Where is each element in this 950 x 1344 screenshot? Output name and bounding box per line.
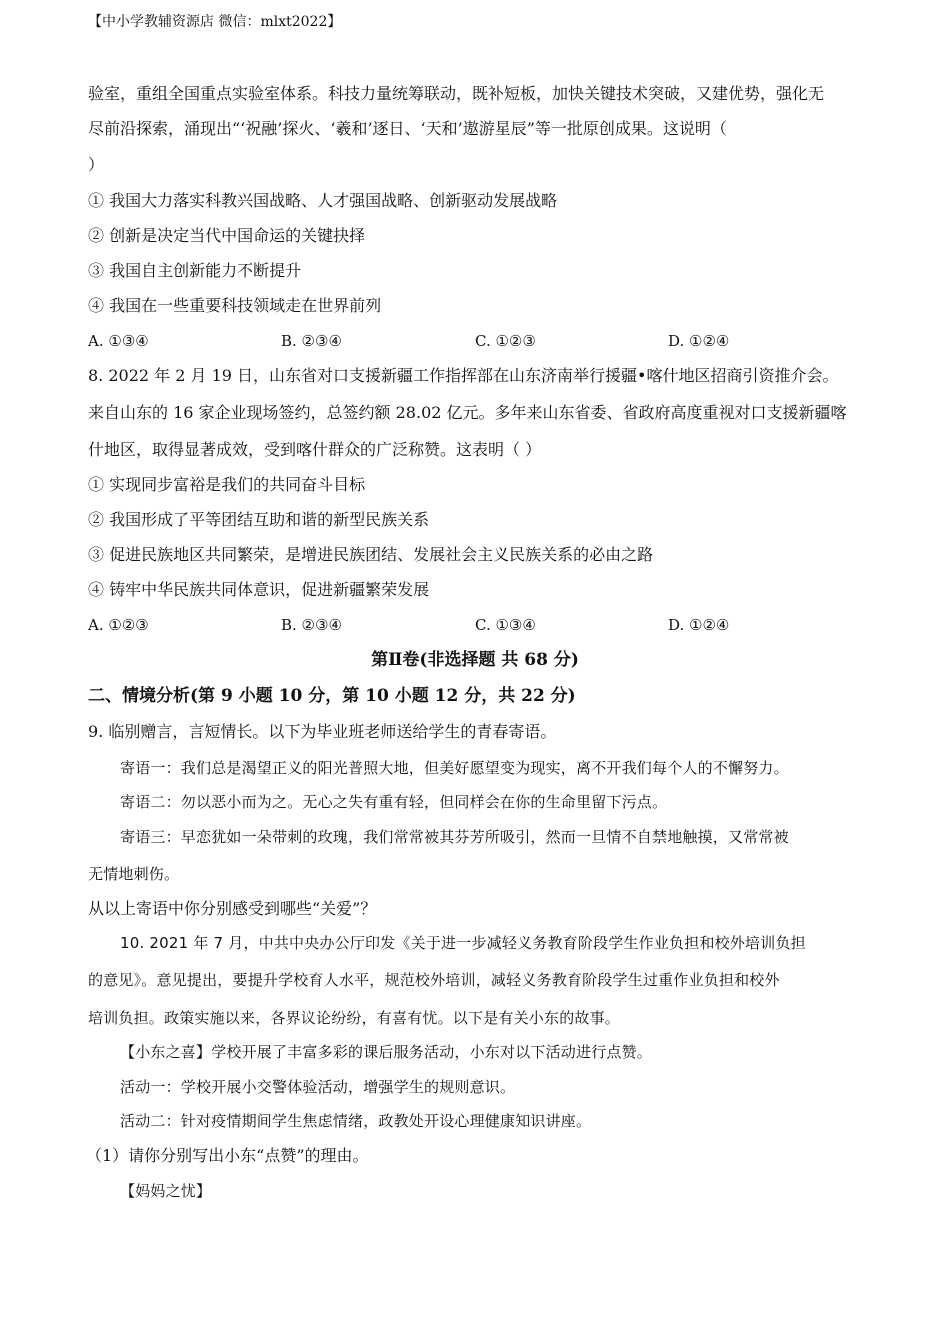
q7-item-3: ③ 我国自主创新能力不断提升 (88, 261, 302, 280)
q8-option-d[interactable]: D. ①②④ (668, 616, 730, 634)
q7-option-a[interactable]: A. ①③④ (88, 332, 149, 350)
q8-stem-line-3: 什地区，取得显著成效，受到喀什群众的广泛称赞。这表明（ ） (88, 440, 542, 459)
q9-question: 从以上寄语中你分别感受到哪些“关爱”？ (88, 899, 377, 918)
q7-option-d[interactable]: D. ①②④ (668, 332, 730, 350)
q10-stem-line-1: 10. 2021 年 7 月，中共中央办公厅印发《关于进一步减轻义务教育阶段学生作业负担和校外培训负担 (120, 934, 806, 952)
q8-item-2: ② 我国形成了平等团结互助和谐的新型民族关系 (88, 510, 430, 529)
q10-sub-question-1: （1）请你分别写出小东“点赞”的理由。 (86, 1146, 369, 1165)
q10-stem-line-2: 的意见》。意见提出，要提升学校育人水平，规范校外培训，减轻义务教育阶段学生过重作业负担和校外 (88, 971, 780, 989)
page-header: 【中小学教辅资源店 微信：mlxt2022】 (88, 14, 342, 30)
q8-item-3: ③ 促进民族地区共同繁荣，是增进民族团结、发展社会主义民族关系的必由之路 (88, 545, 654, 564)
q9-message-2: 寄语二：勿以恶小而为之。无心之失有重有轻，但同样会在你的生命里留下污点。 (120, 793, 668, 811)
q9-message-1: 寄语一：我们总是渴望正义的阳光普照大地，但美好愿望变为现实，离不开我们每个人的不懈努力。 (120, 759, 789, 777)
q7-stem-line-3: ） (88, 155, 105, 174)
q7-option-b[interactable]: B. ②③④ (281, 332, 342, 350)
q10-worry-heading: 【妈妈之忧】 (120, 1182, 212, 1200)
q9-message-3-line-2: 无情地刺伤。 (88, 865, 180, 883)
q8-option-c[interactable]: C. ①③④ (475, 616, 536, 634)
q9-message-3-line-1: 寄语三：早恋犹如一朵带刺的玫瑰，我们常常被其芬芳所吸引，然而一旦情不自禁地触摸，又常常被 (120, 828, 789, 846)
q9-stem: 9. 临别赠言，言短情长。以下为毕业班老师送给学生的青春寄语。 (88, 722, 557, 741)
q8-option-b[interactable]: B. ②③④ (281, 616, 342, 634)
q7-item-2: ② 创新是决定当代中国命运的关键抉择 (88, 226, 366, 245)
q8-item-4: ④ 铸牢中华民族共同体意识，促进新疆繁荣发展 (88, 580, 430, 599)
q8-stem-line-1: 8. 2022 年 2 月 19 日，山东省对口支援新疆工作指挥部在山东济南举行援疆•喀什地区招商引资推介会。 (88, 366, 839, 385)
q10-stem-line-3: 培训负担。政策实施以来，各界议论纷纷，有喜有忧。以下是有关小东的故事。 (88, 1009, 621, 1027)
q10-activity-1: 活动一：学校开展小交警体验活动，增强学生的规则意识。 (120, 1078, 516, 1096)
q10-activity-2: 活动二：针对疫情期间学生焦虑情绪，政教处开设心理健康知识讲座。 (120, 1112, 592, 1130)
q7-item-1: ① 我国大力落实科教兴国战略、人才强国战略、创新驱动发展战略 (88, 191, 558, 210)
q7-stem-line-2: 尽前沿探索，涌现出“‘祝融’探火、‘羲和’逐日、‘天和’遨游星辰”等一批原创成果。这说明（ (88, 119, 727, 138)
q8-item-1: ① 实现同步富裕是我们的共同奋斗目标 (88, 475, 366, 494)
q8-option-a[interactable]: A. ①②③ (88, 616, 149, 634)
q10-joy: 【小东之喜】学校开展了丰富多彩的课后服务活动，小东对以下活动进行点赞。 (120, 1043, 653, 1061)
q7-item-4: ④ 我国在一些重要科技领域走在世界前列 (88, 296, 382, 315)
part-2-title: 第Ⅱ卷(非选择题 共 68 分) (371, 650, 579, 670)
q7-stem-line-1: 验室，重组全国重点实验室体系。科技力量统筹联动，既补短板，加快关键技术突破，又建优势，强化无 (88, 84, 825, 103)
q8-stem-line-2: 来自山东的 16 家企业现场签约，总签约额 28.02 亿元。多年来山东省委、省政府高度重视对口支援新疆喀 (88, 403, 847, 422)
section-2-title: 二、情境分析(第 9 小题 10 分，第 10 小题 12 分，共 22 分) (88, 686, 576, 706)
q7-option-c[interactable]: C. ①②③ (475, 332, 536, 350)
